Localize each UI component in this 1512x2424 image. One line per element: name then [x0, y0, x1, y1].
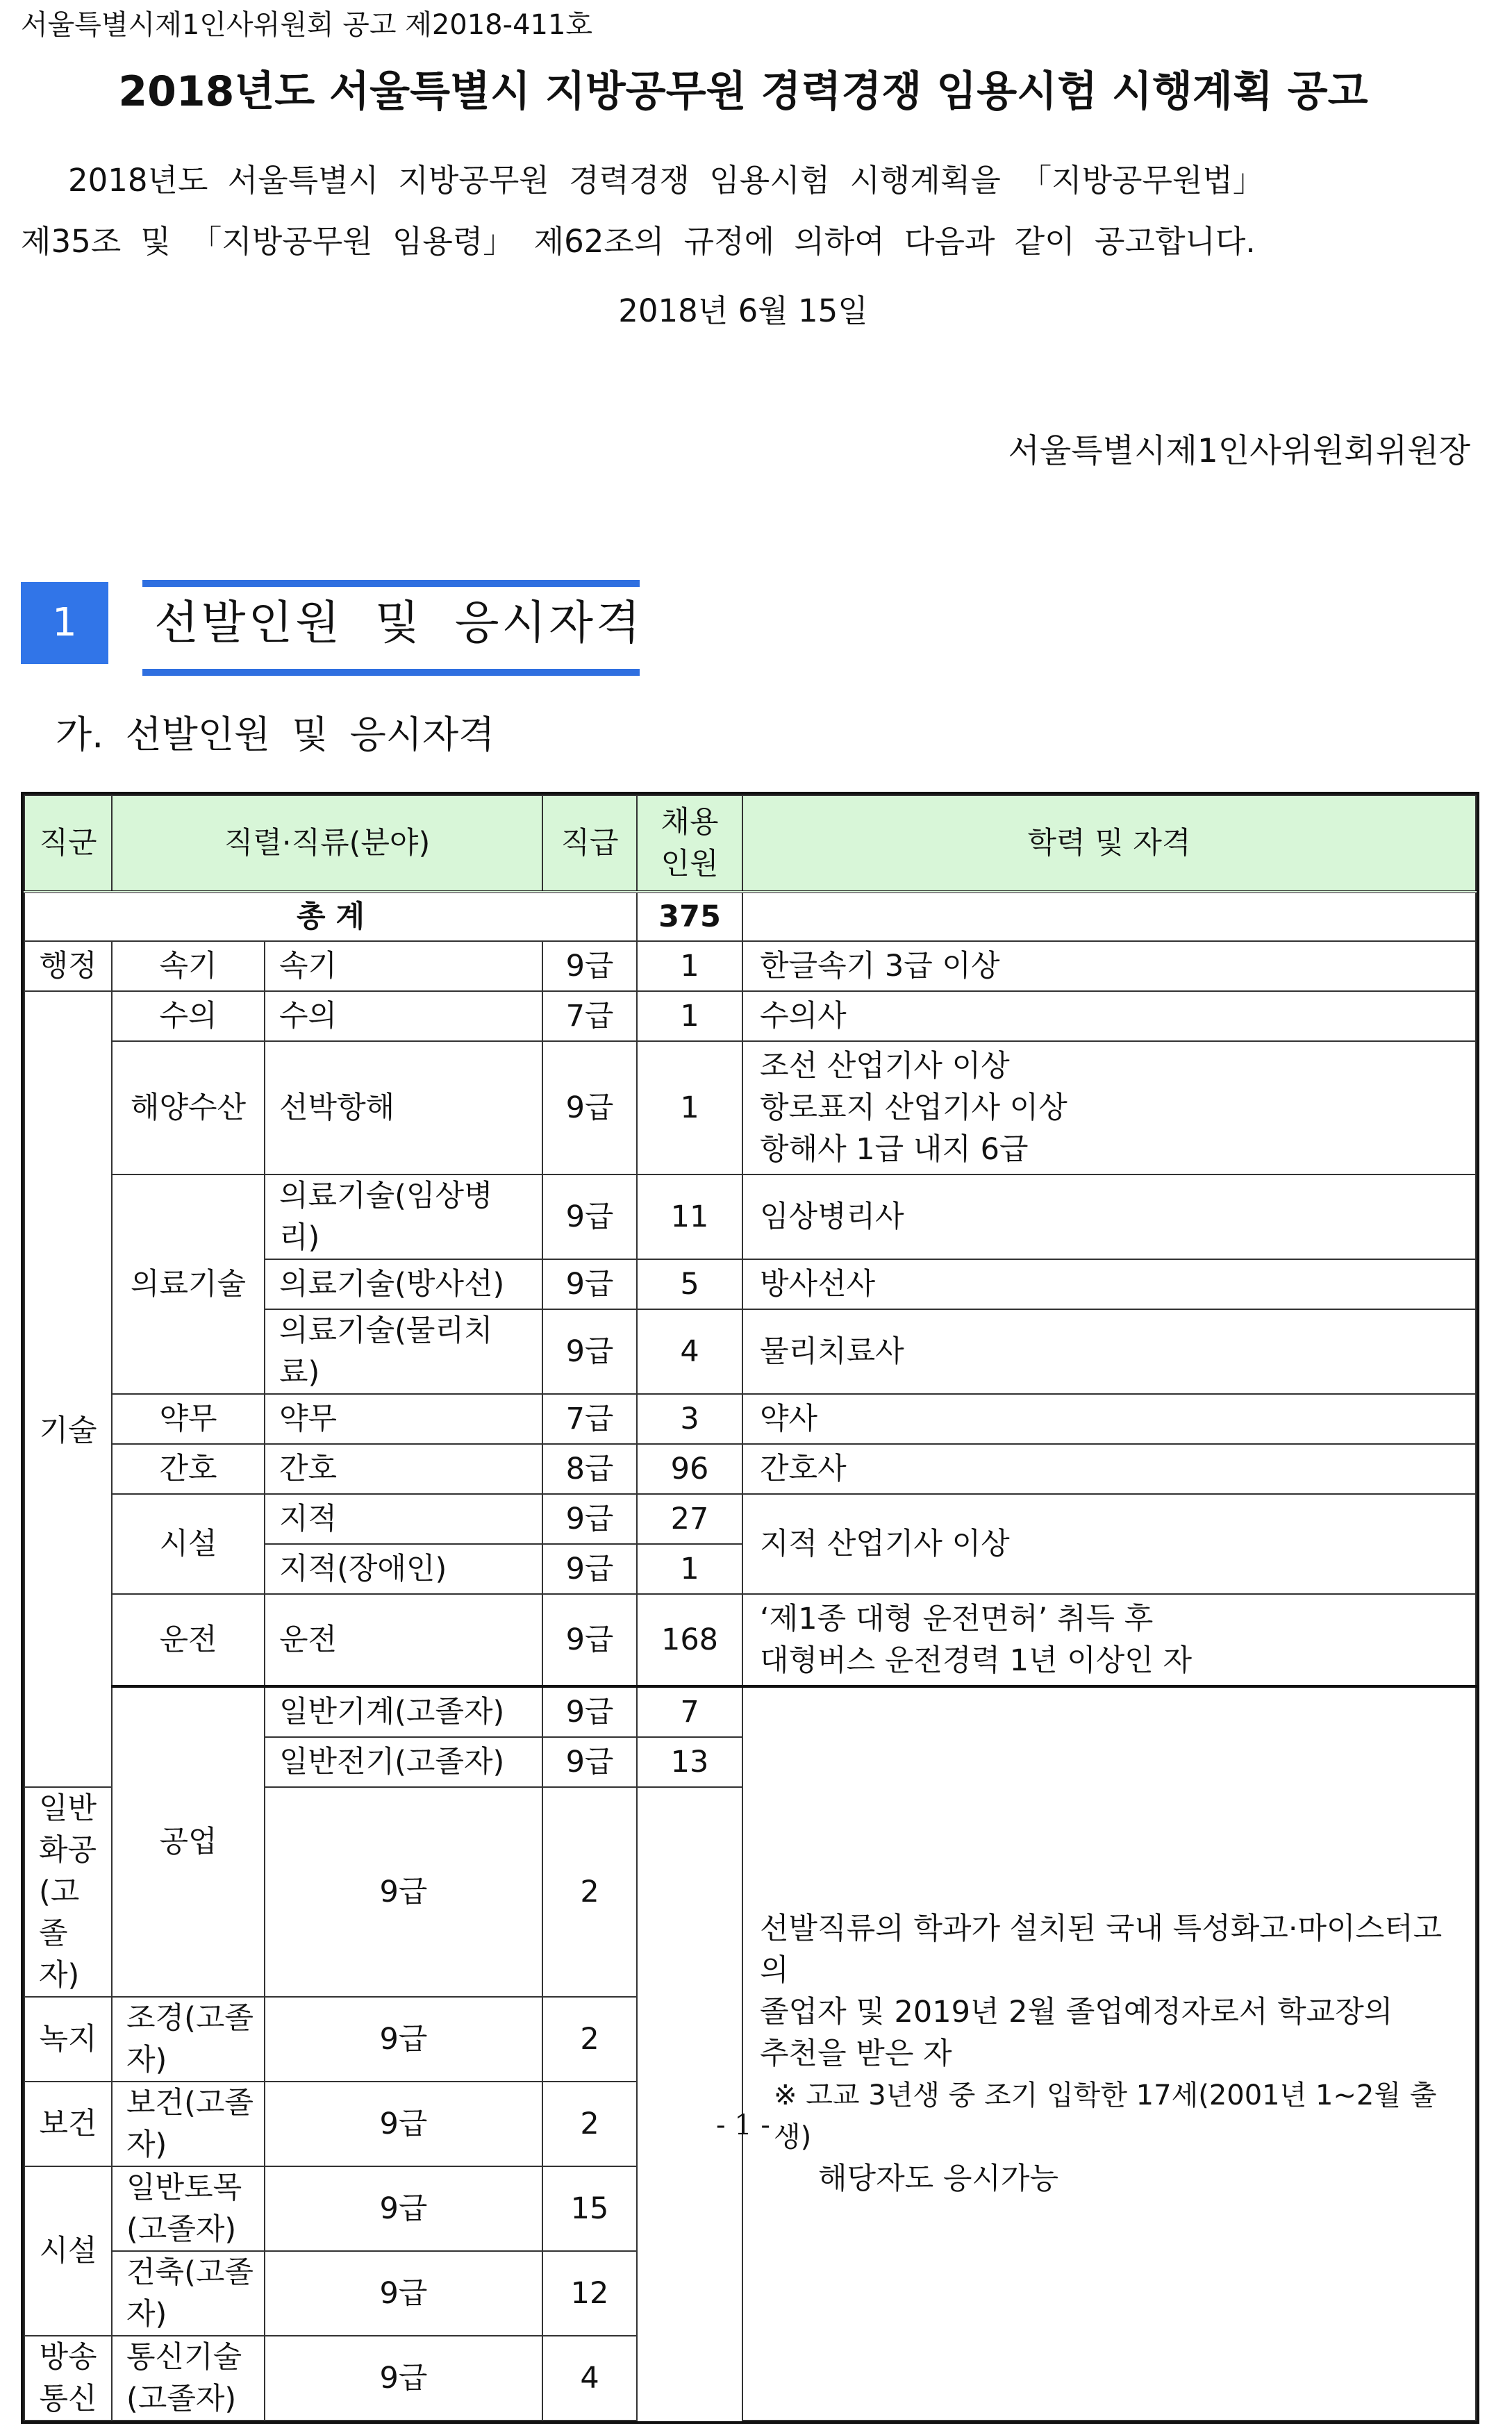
count-cell: 1 [637, 941, 742, 991]
header-count-line2: 인원 [661, 847, 719, 881]
count-cell: 4 [637, 1309, 742, 1394]
count-cell: 2 [542, 1787, 637, 1997]
field-cell: 일반기계(고졸자) [265, 1686, 542, 1737]
table-row [24, 1686, 1476, 1737]
count-cell: 13 [637, 1737, 742, 1787]
table-row [24, 991, 1476, 1041]
signatory: 서울특별시제1인사위원회위원장 [1008, 432, 1470, 470]
count-cell: 1 [637, 1544, 742, 1594]
field-cell: 약무 [265, 1394, 542, 1444]
field-cell: 선박항해 [265, 1041, 542, 1174]
field-cell: 조경(고졸자) [112, 1997, 265, 2082]
qual-line: 항로표지 산업기사 이상 [760, 1090, 1067, 1125]
count-cell: 12 [542, 2251, 637, 2336]
field-cell: 지적 [265, 1494, 542, 1544]
grade-cell: 9급 [265, 1787, 542, 1997]
table-header-row [24, 795, 1476, 892]
grade-cell: 9급 [542, 1544, 637, 1594]
field-cell: 일반전기(고졸자) [265, 1737, 542, 1787]
grade-cell: 8급 [542, 1444, 637, 1494]
total-row [24, 892, 1476, 941]
series-cell: 보건 [24, 2082, 112, 2166]
header-group: 직군 [24, 795, 112, 892]
count-cell: 2 [542, 1997, 637, 2082]
grade-cell: 9급 [542, 941, 637, 991]
field-cell: 건축(고졸자) [112, 2251, 265, 2336]
series-cell: 공업 [112, 1686, 265, 1997]
field-cell: 의료기술(임상병리) [265, 1174, 542, 1259]
grade-cell: 9급 [542, 1309, 637, 1394]
header-count-line1: 채용 [661, 805, 719, 840]
count-cell: 3 [637, 1394, 742, 1444]
qual-line: 추천을 받은 자 [760, 2036, 952, 2071]
series-cell: 시설 [112, 1494, 265, 1594]
grade-cell: 9급 [542, 1259, 637, 1309]
qual-cell: 물리치료사 [742, 1309, 1476, 1394]
qual-line: 조선 산업기사 이상 [760, 1049, 1010, 1084]
series-cell: 시설 [24, 2166, 112, 2336]
table-row [24, 1394, 1476, 1444]
count-cell: 168 [637, 1594, 742, 1686]
intro-line-2: 제35조 및 「지방공무원 임용령」 제62조의 규정에 의하여 다음과 같이 공고합니다. [21, 223, 1256, 260]
qual-cell: 지적 산업기사 이상 [742, 1494, 1476, 1594]
group-cell: 기술 [24, 991, 112, 1787]
series-cell: 방송통신 [24, 2336, 112, 2421]
count-cell: 15 [542, 2166, 637, 2251]
highschool-qual-cell [742, 1686, 1476, 2421]
series-cell: 약무 [112, 1394, 265, 1444]
count-cell: 96 [637, 1444, 742, 1494]
qual-cell: 수의사 [742, 991, 1476, 1041]
table-row [24, 1594, 1476, 1686]
qual-cell: 방사선사 [742, 1259, 1476, 1309]
field-cell: 의료기술(방사선) [265, 1259, 542, 1309]
count-cell: 7 [637, 1686, 742, 1737]
section-title: 선발인원 및 응시자격 [154, 596, 643, 649]
qual-line: ‘제1종 대형 운전면허’ 취득 후 [760, 1602, 1154, 1636]
page-number: - 1 - [716, 2109, 770, 2141]
qual-line: 대형버스 운전경력 1년 이상인 자 [760, 1643, 1193, 1678]
count-cell: 27 [637, 1494, 742, 1544]
field-cell: 일반토목(고졸자) [112, 2166, 265, 2251]
grade-cell: 9급 [542, 1594, 637, 1686]
field-cell: 통신기술(고졸자) [112, 2336, 265, 2421]
total-qual [742, 892, 1476, 941]
header-count [637, 795, 742, 892]
intro-line-1: 2018년도 서울특별시 지방공무원 경력경쟁 임용시험 시행계획을 「지방공무원법」 [68, 162, 1264, 199]
qual-cell [742, 1041, 1476, 1174]
qual-cell: 임상병리사 [742, 1174, 1476, 1259]
grade-cell: 9급 [542, 1686, 637, 1737]
total-label: 총 계 [24, 892, 637, 941]
qual-cell: 한글속기 3급 이상 [742, 941, 1476, 991]
group-cell: 행정 [24, 941, 112, 991]
qual-note-line: ※ 고교 3년생 중 조기 입학한 17세(2001년 1~2월 출생) [774, 2080, 1437, 2153]
table-row [24, 1494, 1476, 1544]
subsection-title: 가. 선발인원 및 응시자격 [56, 713, 495, 756]
grade-cell: 9급 [542, 1041, 637, 1174]
qual-cell: 간호사 [742, 1444, 1476, 1494]
field-cell: 지적(장애인) [265, 1544, 542, 1594]
recruitment-table [21, 792, 1479, 2424]
header-qualification: 학력 및 자격 [742, 795, 1476, 892]
field-cell: 일반화공(고졸자) [24, 1787, 112, 1997]
series-cell: 속기 [112, 941, 265, 991]
qual-cell: 약사 [742, 1394, 1476, 1444]
count-cell: 2 [542, 2082, 637, 2166]
field-cell: 간호 [265, 1444, 542, 1494]
series-cell: 간호 [112, 1444, 265, 1494]
count-cell: 11 [637, 1174, 742, 1259]
grade-cell: 9급 [265, 1997, 542, 2082]
count-cell: 1 [637, 1041, 742, 1174]
table-row [24, 941, 1476, 991]
qual-cell [742, 1594, 1476, 1686]
count-cell: 4 [542, 2336, 637, 2421]
table-row [24, 1041, 1476, 1174]
field-cell: 의료기술(물리치료) [265, 1309, 542, 1394]
series-cell: 의료기술 [112, 1174, 265, 1394]
series-cell: 수의 [112, 991, 265, 1041]
grade-cell: 7급 [542, 1394, 637, 1444]
field-cell: 속기 [265, 941, 542, 991]
table-row [24, 1444, 1476, 1494]
total-count: 375 [637, 892, 742, 941]
section-number-badge: 1 [21, 582, 108, 664]
field-cell: 수의 [265, 991, 542, 1041]
qual-note-line: 해당자도 응시가능 [818, 2161, 1058, 2196]
notice-number: 서울특별시제1인사위원회 공고 제2018-411호 [21, 9, 593, 41]
count-cell: 5 [637, 1259, 742, 1309]
series-cell: 녹지 [24, 1997, 112, 2082]
field-cell: 보건(고졸자) [112, 2082, 265, 2166]
grade-cell: 9급 [542, 1174, 637, 1259]
qual-line: 선발직류의 학과가 설치된 국내 특성화고·마이스터고의 [760, 1911, 1443, 1988]
grade-cell: 9급 [265, 2336, 542, 2421]
count-cell: 1 [637, 991, 742, 1041]
qual-line: 항해사 1급 내지 6급 [760, 1132, 1029, 1167]
qual-line: 졸업자 및 2019년 2월 졸업예정자로서 학교장의 [760, 1995, 1393, 2029]
grade-cell: 9급 [265, 2082, 542, 2166]
header-grade: 직급 [542, 795, 637, 892]
grade-cell: 9급 [265, 2166, 542, 2251]
field-cell: 운전 [265, 1594, 542, 1686]
header-series: 직렬·직류(분야) [112, 795, 542, 892]
series-cell: 해양수산 [112, 1041, 265, 1174]
document-title: 2018년도 서울특별시 지방공무원 경력경쟁 임용시험 시행계획 공고 [118, 67, 1368, 116]
grade-cell: 9급 [542, 1494, 637, 1544]
table-row [24, 1174, 1476, 1259]
grade-cell: 7급 [542, 991, 637, 1041]
grade-cell: 9급 [265, 2251, 542, 2336]
series-cell: 운전 [112, 1594, 265, 1686]
grade-cell: 9급 [542, 1737, 637, 1787]
notice-date: 2018년 6월 15일 [618, 292, 868, 329]
